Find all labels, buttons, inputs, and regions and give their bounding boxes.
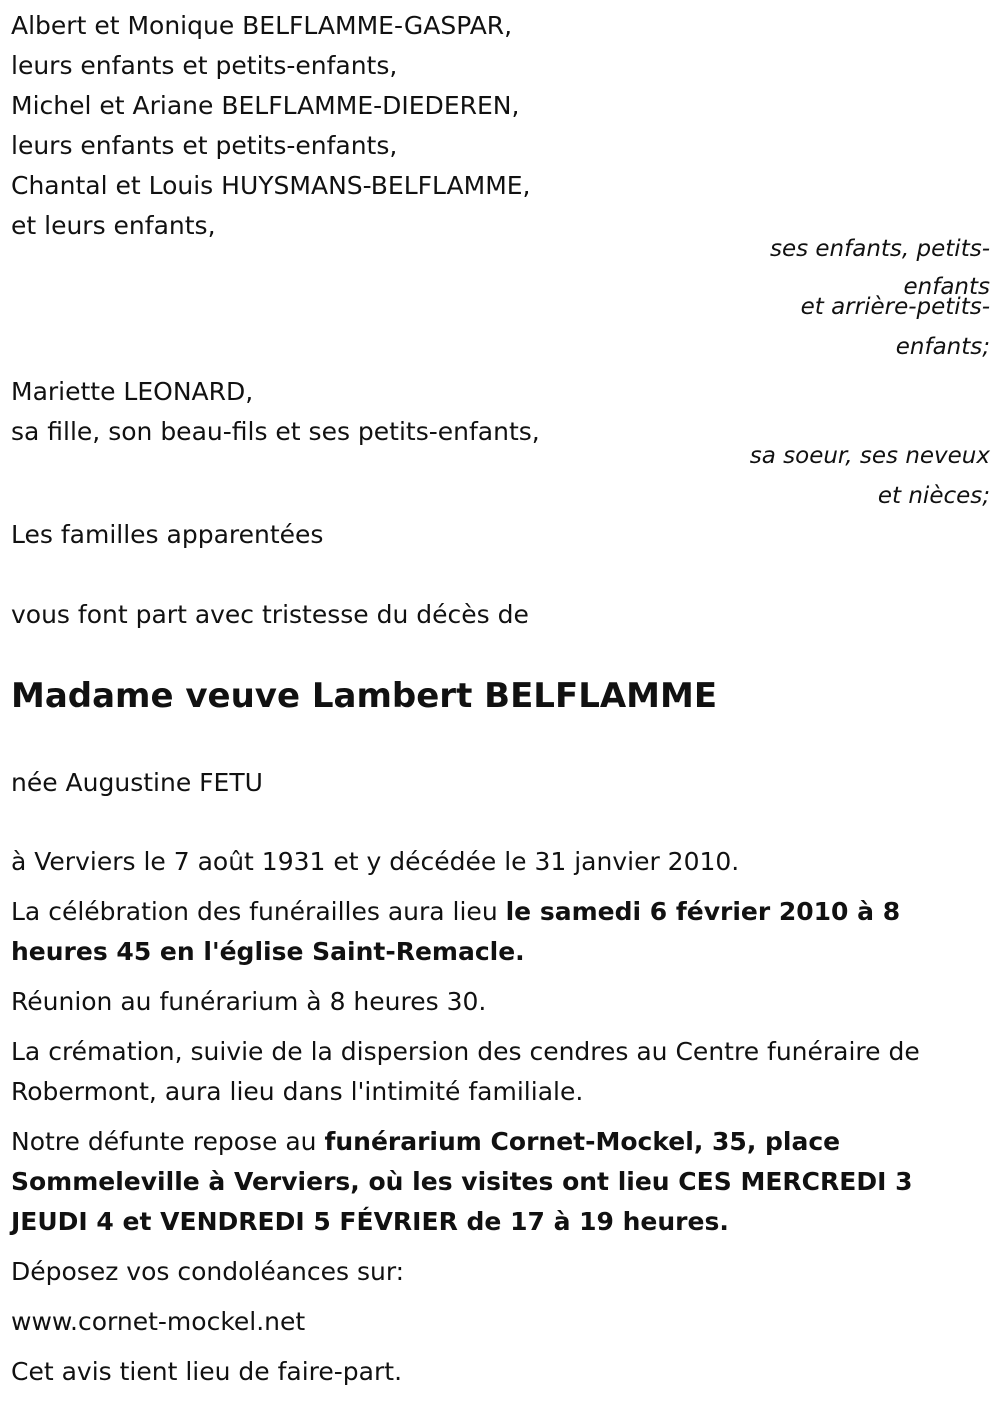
funeral-details: le samedi 6 février 2010 à 8 heures 45 en l'église Saint-Remacle. bbox=[11, 897, 901, 966]
family-group-1-role bbox=[770, 229, 990, 367]
birth-name-text: née Augustine FETU bbox=[11, 768, 263, 797]
website-link[interactable]: www.cornet-mockel.net bbox=[11, 1307, 306, 1336]
role-line: et arrière-petits- bbox=[800, 294, 990, 320]
funeral-prefix: La célébration des funérailles aura lieu bbox=[11, 897, 506, 926]
family-line: et leurs enfants, bbox=[11, 211, 216, 240]
resting-details: funérarium Cornet-Mockel, 35, place Sommeleville à Verviers, où les visites ont lieu CES MERCREDI 3 JEUDI 4 et VENDREDI 5 FÉVRIER de 17 à 19 heures. bbox=[11, 1127, 913, 1236]
related-families bbox=[11, 515, 986, 555]
family-line: Chantal et Louis HUYSMANS-BELFLAMME, bbox=[11, 171, 531, 200]
family-line: Michel et Ariane BELFLAMME-DIEDEREN, bbox=[11, 91, 520, 120]
deceased-name: Madame veuve Lambert BELFLAMME bbox=[11, 676, 718, 716]
family-line: sa fille, son beau-fils et ses petits-enfants, bbox=[11, 417, 540, 446]
announcement-intro-text: vous font part avec tristesse du décès de bbox=[11, 600, 529, 629]
closing-note: Cet avis tient lieu de faire-part. bbox=[11, 1357, 403, 1386]
birth-death-line: à Verviers le 7 août 1931 et y décédée le 31 janvier 2010. bbox=[11, 847, 740, 876]
announcement-intro bbox=[11, 595, 986, 635]
related-families-text: Les familles apparentées bbox=[11, 520, 324, 549]
role-line: enfants; bbox=[895, 334, 990, 360]
funeral-info bbox=[11, 892, 986, 972]
family-group-2-role bbox=[750, 436, 990, 516]
birth-name bbox=[11, 763, 986, 803]
role-line: enfants bbox=[903, 274, 990, 300]
family-line: leurs enfants et petits-enfants, bbox=[11, 51, 398, 80]
role-line: ses enfants, petits- bbox=[769, 236, 990, 262]
cremation-info: La crémation, suivie de la dispersion des cendres au Centre funéraire de Robermont, aura lieu dans l'intimité familiale. bbox=[11, 1037, 920, 1106]
family-line: Albert et Monique BELFLAMME-GASPAR, bbox=[11, 11, 513, 40]
family-group-1 bbox=[11, 6, 986, 246]
role-line: sa soeur, ses neveux bbox=[749, 443, 990, 469]
family-line: Mariette LEONARD, bbox=[11, 377, 254, 406]
resting-info bbox=[11, 1122, 986, 1242]
family-line: leurs enfants et petits-enfants, bbox=[11, 131, 398, 160]
details-section bbox=[11, 842, 986, 1392]
condolences-label: Déposez vos condoléances sur: bbox=[11, 1257, 405, 1286]
role-line: et nièces; bbox=[877, 483, 990, 509]
resting-prefix: Notre défunte repose au bbox=[11, 1127, 325, 1156]
gathering-info: Réunion au funérarium à 8 heures 30. bbox=[11, 987, 487, 1016]
